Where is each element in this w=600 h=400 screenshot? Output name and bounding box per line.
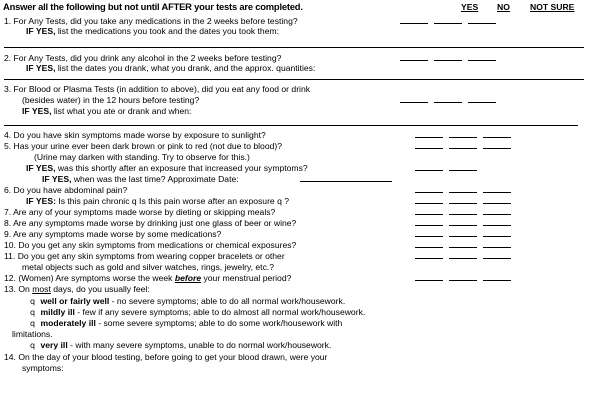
question-5: 5. Has your urine ever been dark brown or pink to red (not due to blood)?	[4, 141, 283, 151]
answer-blank-q4-notsure[interactable]	[483, 137, 511, 138]
answer-blank-q9-yes[interactable]	[415, 236, 443, 237]
ifyes-label: IF YES,	[26, 26, 56, 36]
question-13-emphasis: most	[32, 284, 51, 294]
question-2: 2. For Any Tests, did you drink any alcohol in the 2 weeks before testing?	[4, 53, 282, 63]
option-moderately-ill-text: - some severe symptoms; able to do some work/housework with	[98, 318, 343, 328]
answer-blank-q12-no[interactable]	[449, 280, 477, 281]
question-7: 7. Are any of your symptoms made worse by dieting or skipping meals?	[4, 207, 276, 217]
question-9: 9. Are any symptoms made worse by some medications?	[4, 229, 222, 239]
checkbox-icon[interactable]: q	[30, 341, 36, 350]
question-14-line2: symptoms:	[22, 363, 64, 373]
option-very-ill-label: very ill	[40, 340, 68, 350]
question-3-line1: 3. For Blood or Plasma Tests (in addition to above), did you eat any food or drink	[4, 84, 311, 94]
answer-blank-q7-no[interactable]	[449, 214, 477, 215]
question-6: 6. Do you have abdominal pain?	[4, 185, 128, 195]
question-10: 10. Do you get any skin symptoms from medications or chemical exposures?	[4, 240, 297, 250]
question-3-line2: (besides water) in the 12 hours before testing?	[22, 95, 200, 105]
ifyes-text: was this shortly after an exposure that increased your symptoms?	[57, 163, 308, 173]
answer-blank-q10-notsure[interactable]	[483, 247, 511, 248]
ifyes-label: IF YES,	[26, 63, 56, 73]
question-5-note: (Urine may darken with standing. Try to observe for this.)	[34, 152, 250, 162]
question-8: 8. Are any symptoms made worse by drinking just one glass of beer or wine?	[4, 218, 297, 228]
ifyes-label: IF YES,	[22, 106, 52, 116]
answer-blank-q12-notsure[interactable]	[483, 280, 511, 281]
answer-blank-q6-no[interactable]	[449, 192, 477, 193]
question-13-post: days, do you usually feel:	[53, 284, 150, 294]
answer-blank-q6-notsure[interactable]	[483, 192, 511, 193]
answer-blank-q1-no[interactable]	[434, 23, 462, 24]
question-13-pre: 13. On	[4, 284, 30, 294]
answer-blank-q5b-yes[interactable]	[415, 170, 443, 171]
option-very-ill-text: - with many severe symptoms, unable to do normal work/housework.	[70, 340, 332, 350]
question-11-line2: metal objects such as gold and silver watches, rings, jewelry, etc.?	[22, 262, 275, 272]
question-13	[4, 284, 150, 294]
answer-blank-q4-no[interactable]	[449, 137, 477, 138]
column-header-no: NO	[497, 2, 510, 12]
question-1: 1. For Any Tests, did you take any medications in the 2 weeks before testing?	[4, 16, 298, 26]
option-mildly-ill-label: mildly ill	[40, 307, 75, 317]
option-very-ill[interactable]	[30, 340, 331, 351]
ifyes-text: Is this pain chronic q Is this pain worse after an exposure q ?	[58, 196, 290, 206]
instruction-heading: Answer all the following but not until AFTER your tests are completed.	[3, 1, 303, 12]
question-5-ifyes	[26, 163, 308, 173]
answer-blank-q7-yes[interactable]	[415, 214, 443, 215]
option-mildly-ill-text: - few if any severe symptoms; able to do almost all normal work/housework.	[77, 307, 366, 317]
ifyes-label: IF YES:	[26, 196, 56, 206]
answer-blank-q6b-no[interactable]	[449, 203, 477, 204]
ifyes-text: list the medications you took and the dates you took them:	[57, 26, 280, 36]
answer-blank-q1-yes[interactable]	[400, 23, 428, 24]
write-in-line-q1[interactable]	[4, 47, 584, 48]
answer-blank-q2-no[interactable]	[434, 60, 462, 61]
answer-blank-q9-notsure[interactable]	[483, 236, 511, 237]
question-12-post: your menstrual period?	[203, 273, 292, 283]
answer-blank-q9-no[interactable]	[449, 236, 477, 237]
answer-blank-q5b-no[interactable]	[449, 170, 477, 171]
answer-blank-q2-notsure[interactable]	[468, 60, 496, 61]
checkbox-icon[interactable]: q	[30, 297, 36, 306]
ifyes-text: list the dates you drank, what you drank, and the approx. quantities:	[57, 63, 316, 73]
option-well-text: - no severe symptoms; able to do all normal work/housework.	[111, 296, 346, 306]
question-12	[4, 273, 291, 283]
answer-blank-q4-yes[interactable]	[415, 137, 443, 138]
answer-blank-q5-notsure[interactable]	[483, 148, 511, 149]
question-12-emphasis: before	[174, 273, 202, 283]
option-well[interactable]	[30, 296, 345, 307]
answer-blank-q3-yes[interactable]	[400, 102, 428, 103]
answer-blank-q6b-yes[interactable]	[415, 203, 443, 204]
option-moderately-ill-label: moderately ill	[40, 318, 96, 328]
answer-blank-q12-yes[interactable]	[415, 280, 443, 281]
write-in-line-q3[interactable]	[4, 125, 578, 126]
answer-blank-q8-notsure[interactable]	[483, 225, 511, 226]
answer-blank-q8-yes[interactable]	[415, 225, 443, 226]
question-6-ifyes	[26, 196, 289, 206]
ifyes-text: when was the last time? Approximate Date:	[73, 174, 239, 184]
question-4: 4. Do you have skin symptoms made worse by exposure to sunlight?	[4, 130, 266, 140]
answer-blank-q11-notsure[interactable]	[483, 258, 511, 259]
checkbox-icon[interactable]: q	[30, 319, 36, 328]
answer-blank-q10-no[interactable]	[449, 247, 477, 248]
answer-blank-q11-yes[interactable]	[415, 258, 443, 259]
answer-blank-q3-no[interactable]	[434, 102, 462, 103]
answer-blank-q7-notsure[interactable]	[483, 214, 511, 215]
answer-blank-q8-no[interactable]	[449, 225, 477, 226]
write-in-line-q2[interactable]	[4, 79, 584, 80]
option-moderately-ill-cont: limitations.	[12, 329, 53, 339]
question-11-line1: 11. Do you get any skin symptoms from wearing copper bracelets or other	[4, 251, 285, 261]
answer-blank-q5-no[interactable]	[449, 148, 477, 149]
question-1-ifyes	[26, 26, 279, 36]
option-moderately-ill[interactable]	[30, 318, 342, 329]
answer-blank-q6-yes[interactable]	[415, 192, 443, 193]
answer-blank-q3-notsure[interactable]	[468, 102, 496, 103]
question-3-ifyes	[22, 106, 191, 116]
answer-blank-q6b-notsure[interactable]	[483, 203, 511, 204]
column-header-notsure: NOT SURE	[530, 2, 575, 12]
question-5-ifyes2	[42, 174, 239, 184]
answer-blank-q5-yes[interactable]	[415, 148, 443, 149]
option-well-label: well or fairly well	[40, 296, 110, 306]
date-field-q5[interactable]	[300, 181, 392, 182]
checkbox-icon[interactable]: q	[30, 308, 36, 317]
ifyes-label: IF YES,	[42, 174, 72, 184]
ifyes-label: IF YES,	[26, 163, 56, 173]
question-12-pre: 12. (Women) Are symptoms worse the week	[4, 273, 173, 283]
answer-blank-q1-notsure[interactable]	[468, 23, 496, 24]
ifyes-text: list what you ate or drank and when:	[53, 106, 192, 116]
column-header-yes: YES	[461, 2, 479, 12]
question-14-line1: 14. On the day of your blood testing, before going to get your blood drawn, were your	[4, 352, 328, 362]
answer-blank-q10-yes[interactable]	[415, 247, 443, 248]
option-mildly-ill[interactable]	[30, 307, 365, 318]
answer-blank-q11-no[interactable]	[449, 258, 477, 259]
answer-blank-q2-yes[interactable]	[400, 60, 428, 61]
question-2-ifyes	[26, 63, 315, 73]
